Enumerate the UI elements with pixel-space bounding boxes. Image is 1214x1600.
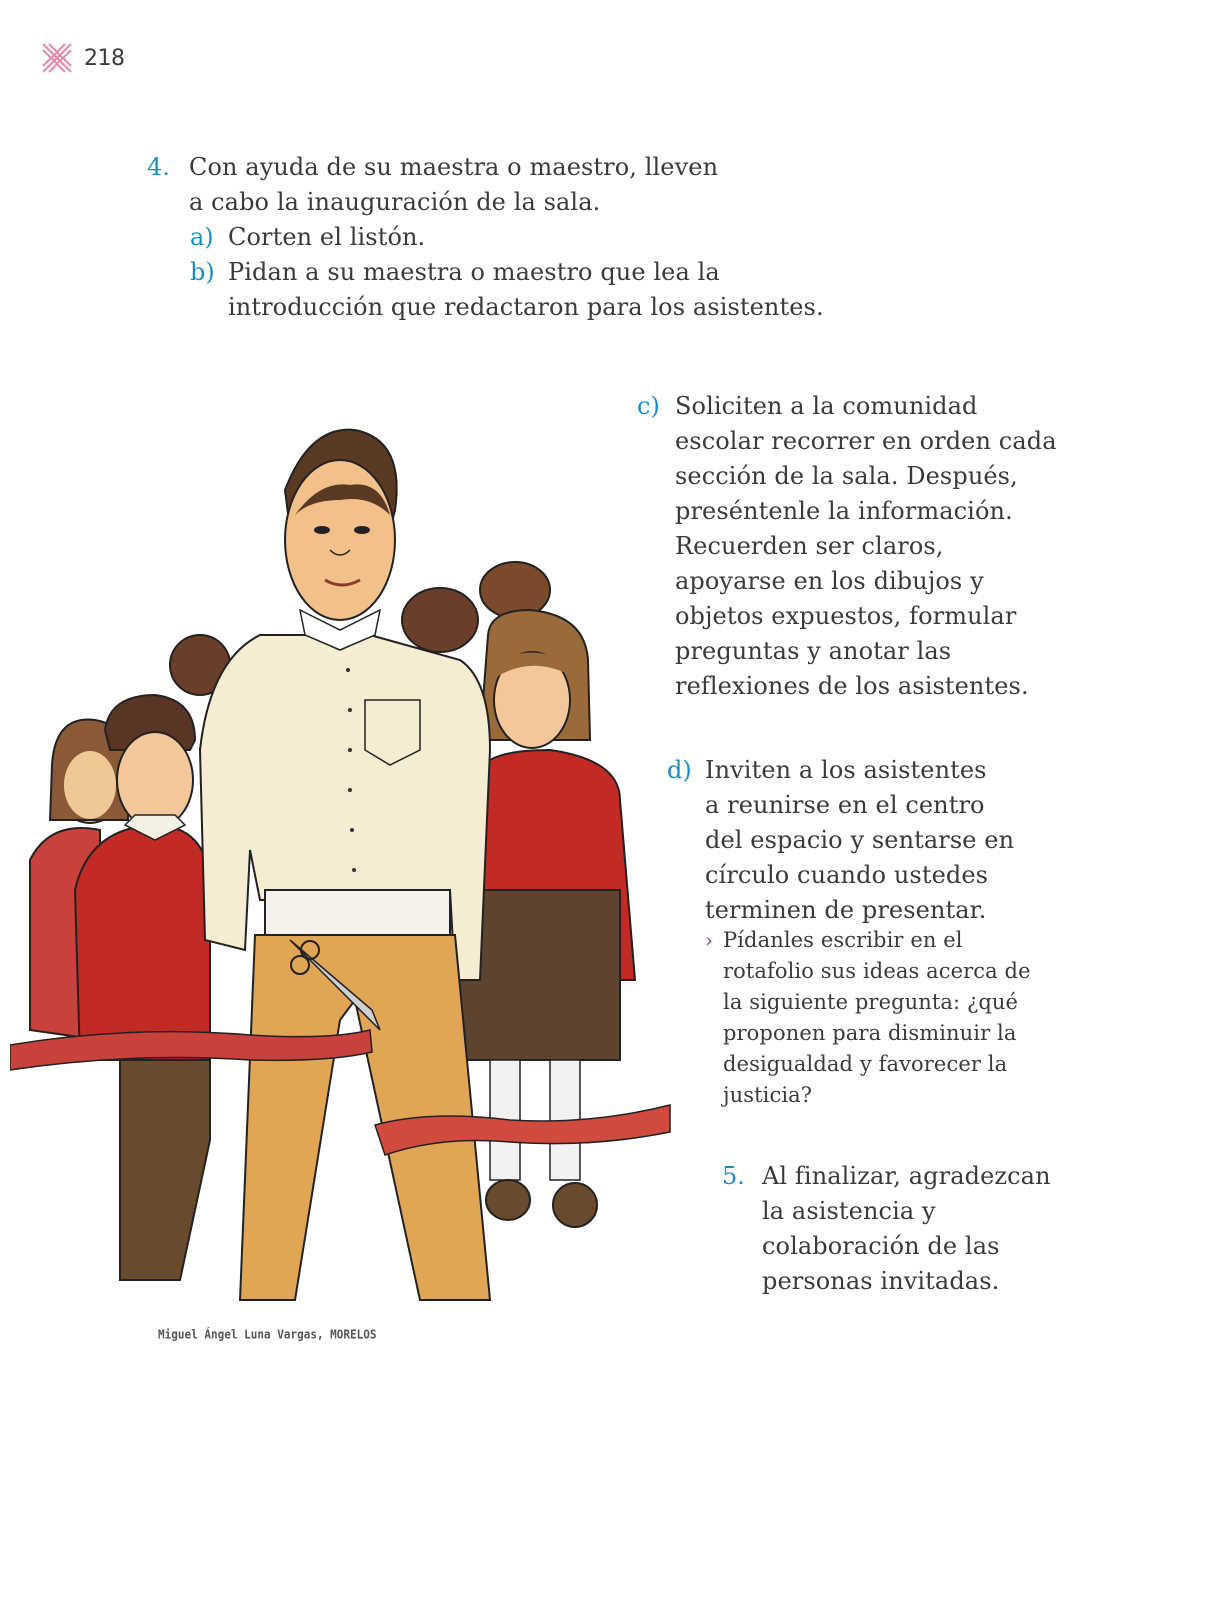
item-c-label: c): [637, 392, 660, 420]
item-4-number: 4.: [147, 153, 170, 181]
page-number: 218: [84, 45, 125, 71]
illustration-ribbon-cutting: [10, 420, 680, 1320]
ornament-icon: [40, 41, 74, 75]
item-4b-text: Pidan a su maestra o maestro que lea la introducción que redactaron para los asistentes.: [228, 258, 824, 321]
teacher-figure: [200, 430, 490, 1300]
item-4b-label: b): [190, 258, 215, 286]
item-5-number: 5.: [722, 1162, 745, 1190]
bullet-marker: ›: [705, 928, 713, 952]
item-4-text: Con ayuda de su maestra o maestro, lleven a cabo la inauguración de la sala.: [189, 153, 719, 216]
item-4a-label: a): [190, 223, 214, 251]
item-5-text: Al finalizar, agradezcan la asistencia y colaboración de las personas invitadas.: [762, 1162, 1051, 1295]
item-d-bullet-text: Pídanles escribir en el rotafolio sus ideas acerca de la siguiente pregunta: ¿qué proponen para disminuir la desigualdad y favorecer la justicia?: [723, 928, 1031, 1107]
illustration-credit: Miguel Ángel Luna Vargas, MORELOS: [158, 1327, 377, 1342]
item-4a-text: Corten el listón.: [228, 223, 426, 251]
page-header: [40, 38, 125, 78]
item-c-text: Soliciten a la comunidad escolar recorrer en orden cada sección de la sala. Después, preséntenle la información. Recuerden ser claros, apoyarse en los dibujos y objetos expuestos, formular preguntas y anotar las reflexiones de los asistentes.: [675, 392, 1057, 700]
item-d-label: d): [667, 756, 692, 784]
item-d-text: Inviten a los asistentes a reunirse en el centro del espacio y sentarse en círculo cuando ustedes terminen de presentar.: [705, 756, 1015, 924]
